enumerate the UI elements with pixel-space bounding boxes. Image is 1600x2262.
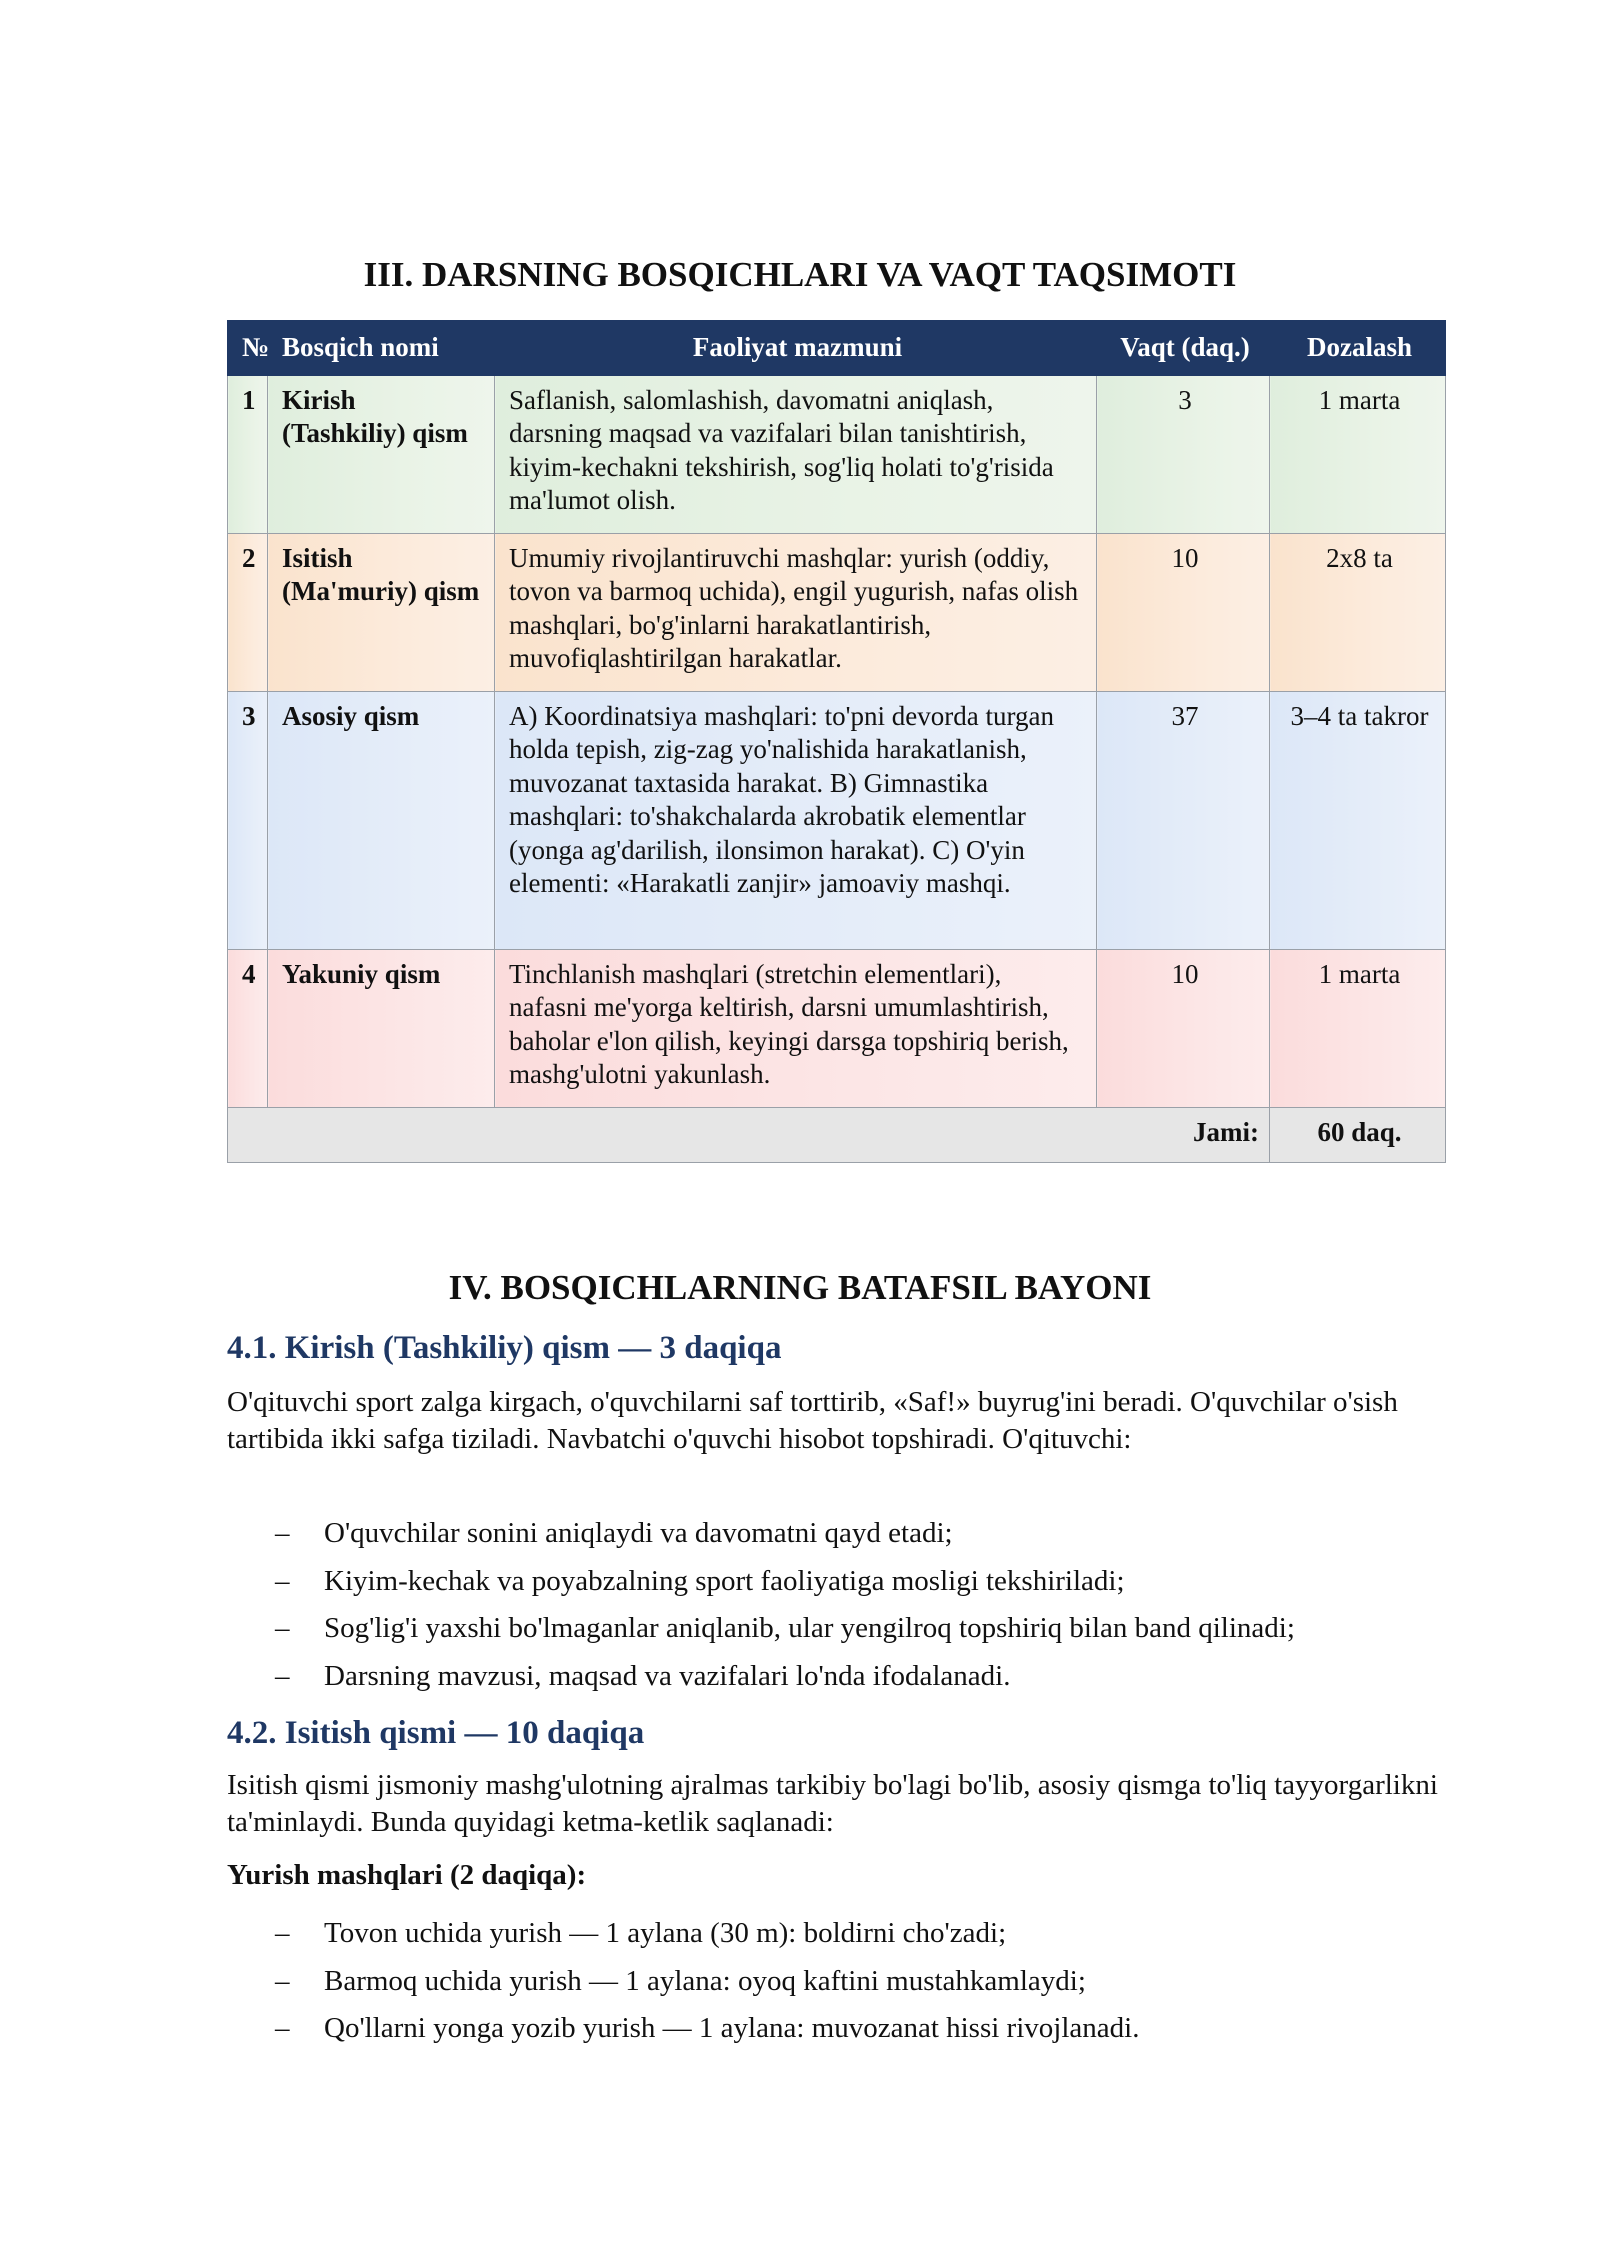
dash-bullet: – <box>275 2012 290 2044</box>
subsection-4-1-list <box>227 1510 1295 1700</box>
total-value: 60 daq. <box>1270 1107 1446 1162</box>
table-row <box>228 949 1446 1107</box>
list-item <box>227 1605 1295 1653</box>
list-item-text: Barmoq uchida yurish — 1 aylana: oyoq kaftini mustahkamlaydi; <box>324 1964 1086 1997</box>
list-item-text: Qo'llarni yonga yozib yurish — 1 aylana: muvozanat hissi rivojlanadi. <box>324 2012 1140 2044</box>
row-activity: Saflanish, salomlashish, davomatni aniqlash, darsning maqsad va vazifalari bilan tanishtirish, kiyim-kechakni tekshirish, sog'liq holati to'g'risida ma'lumot olish. <box>495 375 1097 533</box>
row-time: 10 <box>1097 949 1270 1107</box>
subsection-4-1-title: 4.1. Kirish (Tashkiliy) qism — 3 daqiqa <box>227 1330 782 1366</box>
row-num: 4 <box>228 949 268 1107</box>
list-item-text: O'quvchilar sonini aniqlaydi va davomatni qayd etadi; <box>324 1517 953 1549</box>
list-item <box>227 1558 1295 1606</box>
row-stage-name: Kirish (Tashkiliy) qism <box>268 375 495 533</box>
dash-bullet: – <box>275 1612 290 1644</box>
list-item <box>227 1958 1139 2006</box>
list-item <box>227 2005 1139 2053</box>
row-activity: Tinchlanish mashqlari (stretchin elementlari), nafasni me'yorga keltirish, darsni umumlashtirish, baholar e'lon qilish, keyingi darsga topshiriq berish, mashg'ulotni yakunlash. <box>495 949 1097 1107</box>
list-item <box>227 1910 1139 1958</box>
header-activity: Faoliyat mazmuni <box>495 321 1097 376</box>
row-time: 3 <box>1097 375 1270 533</box>
list-item-text: Sog'lig'i yaxshi bo'lmaganlar aniqlanib, ular yengilroq topshiriq bilan band qilinadi; <box>324 1612 1295 1644</box>
walking-exercises-list <box>227 1910 1139 2053</box>
row-activity: Umumiy rivojlantiruvchi mashqlar: yurish (oddiy, tovon va barmoq uchida), engil yugurish, nafas olish mashqlari, bo'g'inlarni harakatlantirish, muvofiqlashtirilgan harakatlar. <box>495 533 1097 691</box>
header-dosage: Dozalash <box>1270 321 1446 376</box>
row-num: 2 <box>228 533 268 691</box>
list-item <box>227 1510 1295 1558</box>
header-num: № <box>228 321 268 376</box>
table-row <box>228 375 1446 533</box>
dash-bullet: – <box>275 1964 290 1997</box>
dash-bullet: – <box>275 1917 290 1949</box>
dash-bullet: – <box>275 1517 290 1549</box>
row-dosage: 1 marta <box>1270 949 1446 1107</box>
row-dosage: 1 marta <box>1270 375 1446 533</box>
subsection-4-2-title: 4.2. Isitish qismi — 10 daqiqa <box>227 1715 645 1751</box>
stages-table <box>227 320 1446 1163</box>
dash-bullet: – <box>275 1659 290 1692</box>
header-time: Vaqt (daq.) <box>1097 321 1270 376</box>
table-row <box>228 691 1446 949</box>
row-time: 37 <box>1097 691 1270 949</box>
list-item-text: Kiyim-kechak va poyabzalning sport faoliyatiga mosligi tekshiriladi; <box>324 1564 1125 1597</box>
list-item <box>227 1653 1295 1701</box>
dash-bullet: – <box>275 1564 290 1597</box>
header-stage-name: Bosqich nomi <box>268 321 495 376</box>
row-stage-name: Isitish (Ma'muriy) qism <box>268 533 495 691</box>
total-label: Jami: <box>228 1107 1270 1162</box>
subsection-4-2-paragraph: Isitish qismi jismoniy mashg'ulotning ajralmas tarkibiy bo'lagi bo'lib, asosiy qismga to'liq tayyorgarlikni ta'minlaydi. Bunda quyidagi ketma-ketlik saqlanadi: <box>227 1769 1438 1838</box>
list-item-text: Darsning mavzusi, maqsad va vazifalari lo'nda ifodalanadi. <box>324 1659 1011 1692</box>
row-num: 3 <box>228 691 268 949</box>
section-4-title: IV. BOSQICHLARNING BATAFSIL BAYONI <box>448 1268 1152 1307</box>
table-header-row <box>228 321 1446 376</box>
section-3-title: III. DARSNING BOSQICHLARI VA VAQT TAQSIMOTI <box>363 255 1237 294</box>
subsection-4-1-paragraph: O'qituvchi sport zalga kirgach, o'quvchilarni saf torttirib, «Saf!» buyrug'ini beradi. O'quvchilar o'sish tartibida ikki safga tiziladi. Navbatchi o'quvchi hisobot topshiradi. O'qituvchi: <box>227 1386 1398 1455</box>
list-item-text: Tovon uchida yurish — 1 aylana (30 m): boldirni cho'zadi; <box>324 1917 1007 1949</box>
table-row <box>228 533 1446 691</box>
row-time: 10 <box>1097 533 1270 691</box>
walking-exercises-title: Yurish mashqlari (2 daqiqa): <box>227 1859 587 1891</box>
row-stage-name: Yakuniy qism <box>268 949 495 1107</box>
row-activity: A) Koordinatsiya mashqlari: to'pni devorda turgan holda tepish, zig-zag yo'nalishida harakatlanish, muvozanat taxtasida harakat. B) Gimnastika mashqlari: to'shakchalarda akrobatik elementlar (yonga ag'darilish, ilonsimon harakat). C) O'yin elementi: «Harakatli zanjir» jamoaviy mashqi. <box>495 691 1097 949</box>
table-total-row <box>228 1107 1446 1162</box>
row-dosage: 3–4 ta takror <box>1270 691 1446 949</box>
row-stage-name: Asosiy qism <box>268 691 495 949</box>
row-dosage: 2x8 ta <box>1270 533 1446 691</box>
row-num: 1 <box>228 375 268 533</box>
